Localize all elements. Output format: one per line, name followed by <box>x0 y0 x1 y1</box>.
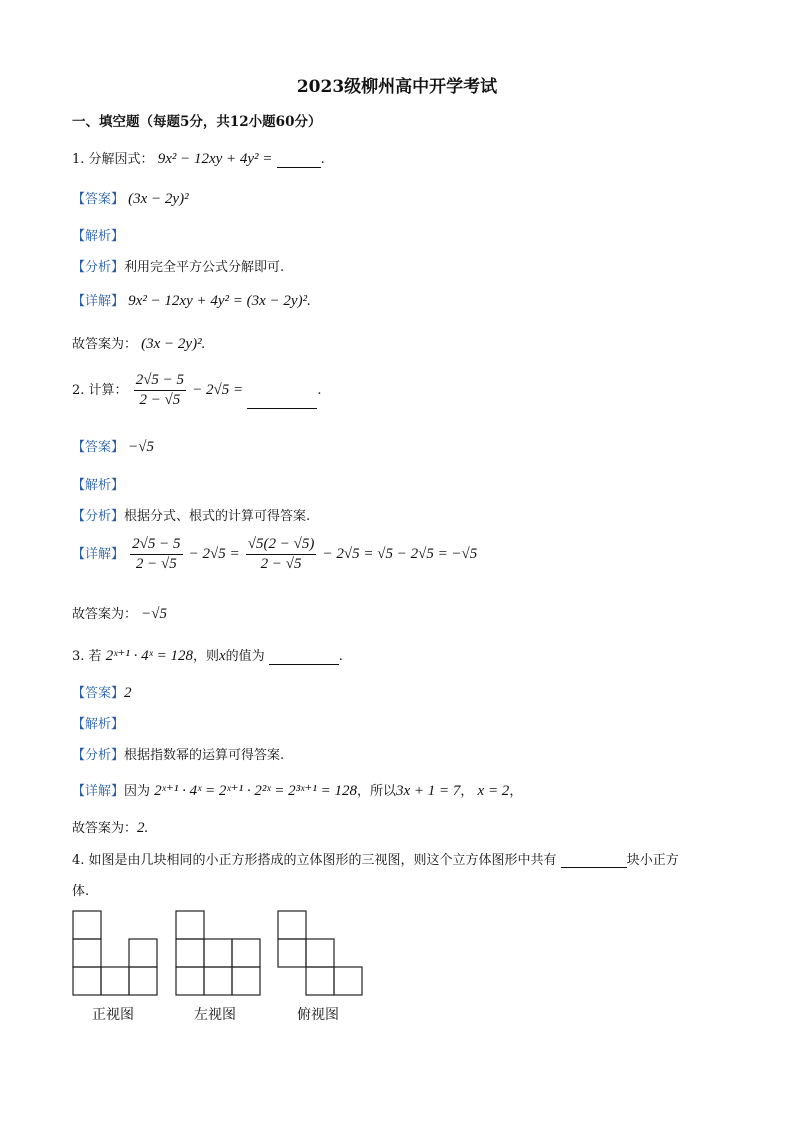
q3-fenxi-line: 【分析】根据指数幂的运算可得答案. <box>72 748 285 763</box>
top-view-caption: 俯视图 <box>297 1007 339 1023</box>
three-view-figure <box>70 908 370 1007</box>
question-4 <box>72 849 679 868</box>
q2-fenxi-line: 【分析】根据分式、根式的计算可得答案. <box>72 509 311 524</box>
q2-number: 2. 计算： <box>72 383 128 398</box>
answer-tag: 【答案】 <box>72 192 125 207</box>
q2-analysis-tag: 【解析】 <box>72 478 125 493</box>
answer-blank <box>269 650 339 665</box>
q2-detail-fraction-1: $\frac{2√5 - 5}{2 - √5}$ <box>132 536 181 572</box>
q1-fenxi: 利用完全平方公式分解即可. <box>124 260 285 275</box>
question-3: 3. 若 2ˣ⁺¹ · 4ˣ = 128，则x的值为 . <box>72 648 343 664</box>
q2-detail-end: − 2√5 = √5 − 2√5 = −√5 <box>322 546 478 562</box>
front-view-caption: 正视图 <box>92 1007 134 1023</box>
q2-answer: −√5 <box>128 439 155 455</box>
q1-detail-line <box>72 290 311 310</box>
q2-numerator: 2√5 − 5 <box>134 372 186 391</box>
answer-blank <box>561 853 627 868</box>
q3-detail-line: 【详解】因为 2ˣ⁺¹ · 4ˣ = 2ˣ⁺¹ · 2²ˣ = 2³ˣ⁺¹ = 128，所以3x + 1 = 7， x = 2， <box>72 783 523 799</box>
section-header: 一、填空题（每题5分，共12小题60分） <box>72 114 322 130</box>
q3-fenxi: 根据指数幂的运算可得答案. <box>124 748 285 763</box>
q3-variable: x <box>218 648 226 664</box>
left-view-grid <box>176 911 260 995</box>
q3-detail-eq: 3x + 1 = 7 <box>395 783 461 799</box>
q1-expression: 9x² − 12xy + 4y² = <box>157 151 273 167</box>
q4-text-2: 块小正方 <box>626 853 679 868</box>
q3-detail-x: x = 2 <box>477 783 510 799</box>
q3-number: 3. 若 <box>72 649 102 664</box>
q1-analysis-tag: 【解析】 <box>72 229 125 244</box>
q2-fenxi: 根据分式、根式的计算可得答案. <box>124 509 311 524</box>
fenxi-tag: 【分析】 <box>72 260 125 275</box>
q3-expression: 2ˣ⁺¹ · 4ˣ = 128 <box>105 648 193 664</box>
q2-detail-fraction-2: $\frac{√5(2 - √5)}{2 - √5}$ <box>247 536 315 572</box>
answer-blank <box>277 153 321 168</box>
page-title: 2023级柳州高中开学考试 <box>296 77 498 97</box>
answer-blank <box>247 394 317 409</box>
three-view-drawing <box>70 908 370 1003</box>
question-1: 1. 分解因式： 9x² − 12xy + 4y² = . <box>72 151 325 167</box>
q1-answer-line <box>72 188 189 208</box>
q3-answer-line: 【答案】2 <box>72 685 132 701</box>
q4-text-3: 体. <box>72 884 90 899</box>
q1-detail: 9x² − 12xy + 4y² = (3x − 2y)². <box>128 293 311 309</box>
q3-analysis-tag: 【解析】 <box>72 717 125 732</box>
question-2: 2. 计算： $\frac{2√5 - 5}{2 - √5}$ − 2√5 = . <box>72 372 322 408</box>
q3-final-line: 故答案为：2. <box>72 820 149 836</box>
front-view-grid <box>73 911 157 995</box>
q1-fenxi-line <box>72 256 284 275</box>
q2-answer-line: 【答案】 −√5 <box>72 439 155 455</box>
q3-final: 2. <box>137 820 149 836</box>
q2-detail-line: 【详解】 $\frac{2√5 - 5}{2 - √5}$ − 2√5 = $\frac{√5(2 - √5)}{2 - √5}$ − 2√5 = √5 − 2√5 = −√5 <box>72 536 478 572</box>
q1-final: (3x − 2y)². <box>141 336 206 352</box>
q4-text-1: 4. 如图是由几块相同的小正方形搭成的立体图形的三视图，则这个立方体图形中共有 <box>72 853 557 868</box>
final-label: 故答案为： <box>72 337 138 352</box>
detail-tag: 【详解】 <box>72 294 125 309</box>
q3-answer: 2 <box>124 685 132 701</box>
q2-fraction <box>134 372 186 409</box>
q1-number: 1. 分解因式： <box>72 152 154 167</box>
q2-final-line: 故答案为： −√5 <box>72 606 168 622</box>
q1-final-line <box>72 333 205 353</box>
q1-answer: (3x − 2y)² <box>128 191 189 207</box>
q2-tail: − 2√5 = <box>192 382 244 398</box>
left-view-caption: 左视图 <box>194 1007 236 1023</box>
q3-detail-expr: 2ˣ⁺¹ · 4ˣ = 2ˣ⁺¹ · 2²ˣ = 2³ˣ⁺¹ = 128 <box>154 783 357 799</box>
q2-denominator: 2 − √5 <box>139 392 181 408</box>
top-view-grid <box>278 911 362 995</box>
q2-final: −√5 <box>141 606 168 622</box>
